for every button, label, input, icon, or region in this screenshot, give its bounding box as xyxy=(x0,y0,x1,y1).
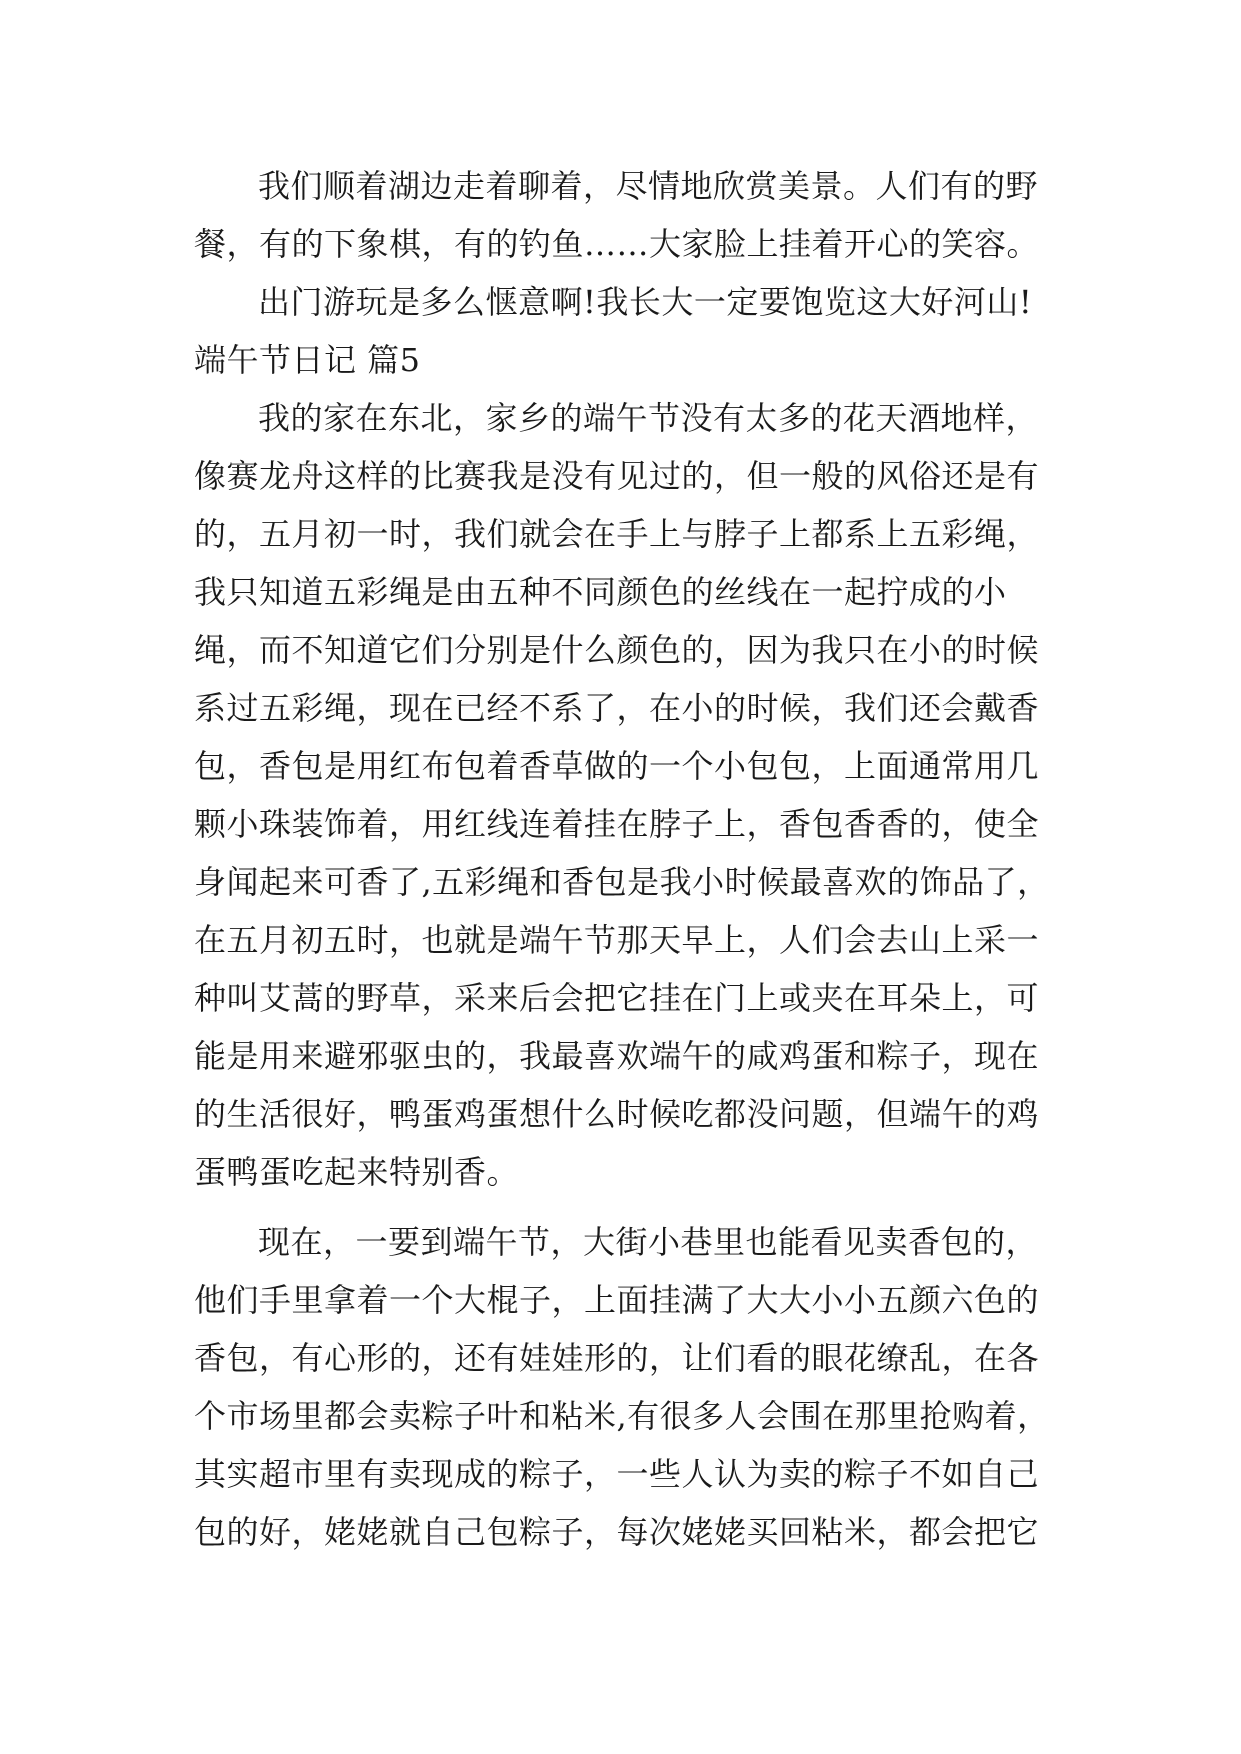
text-line: 系过五彩绳，现在已经不系了，在小的时候，我们还会戴香 xyxy=(194,689,1040,727)
text-line: 能是用来避邪驱虫的，我最喜欢端午的咸鸡蛋和粽子，现在 xyxy=(194,1037,1040,1075)
text-line: 出门游玩是多么惬意啊!我长大一定要饱览这大好河山! xyxy=(258,283,1033,321)
text-line: 我只知道五彩绳是由五种不同颜色的丝线在一起拧成的小 xyxy=(194,573,1007,611)
text-line: 像赛龙舟这样的比赛我是没有见过的，但一般的风俗还是有 xyxy=(194,457,1040,495)
text-line: 我们顺着湖边走着聊着，尽情地欣赏美景。人们有的野 xyxy=(258,167,1039,205)
text-line: 种叫艾蒿的野草，采来后会把它挂在门上或夹在耳朵上，可 xyxy=(194,979,1040,1017)
section-heading: 端午节日记 篇5 xyxy=(194,341,421,379)
text-line: 他们手里拿着一个大棍子，上面挂满了大大小小五颜六色的 xyxy=(194,1281,1040,1319)
text-line: 包，香包是用红布包着香草做的一个小包包，上面通常用几 xyxy=(194,747,1040,785)
text-line: 的，五月初一时，我们就会在手上与脖子上都系上五彩绳， xyxy=(194,515,1040,553)
text-line: 其实超市里有卖现成的粽子，一些人认为卖的粽子不如自己 xyxy=(194,1455,1040,1493)
text-line: 的生活很好，鸭蛋鸡蛋想什么时候吃都没问题，但端午的鸡 xyxy=(194,1095,1040,1133)
text-line: 在五月初五时，也就是端午节那天早上，人们会去山上采一 xyxy=(194,921,1040,959)
text-line: 香包，有心形的，还有娃娃形的，让们看的眼花缭乱，在各 xyxy=(194,1339,1040,1377)
text-line: 颗小珠装饰着，用红线连着挂在脖子上，香包香香的，使全 xyxy=(194,805,1040,843)
text-line: 我的家在东北，家乡的端午节没有太多的花天酒地样， xyxy=(258,399,1039,437)
text-line: 个市场里都会卖粽子叶和粘米,有很多人会围在那里抢购着， xyxy=(194,1397,1050,1435)
text-line: 身闻起来可香了,五彩绳和香包是我小时候最喜欢的饰品了， xyxy=(194,863,1050,901)
text-line: 包的好，姥姥就自己包粽子，每次姥姥买回粘米，都会把它 xyxy=(194,1513,1040,1551)
text-line: 蛋鸭蛋吃起来特别香。 xyxy=(194,1153,520,1191)
text-line: 绳，而不知道它们分别是什么颜色的，因为我只在小的时候 xyxy=(194,631,1040,669)
text-line: 餐，有的下象棋，有的钓鱼……大家脸上挂着开心的笑容。 xyxy=(194,225,1040,263)
text-line: 现在，一要到端午节，大街小巷里也能看见卖香包的， xyxy=(258,1223,1039,1261)
